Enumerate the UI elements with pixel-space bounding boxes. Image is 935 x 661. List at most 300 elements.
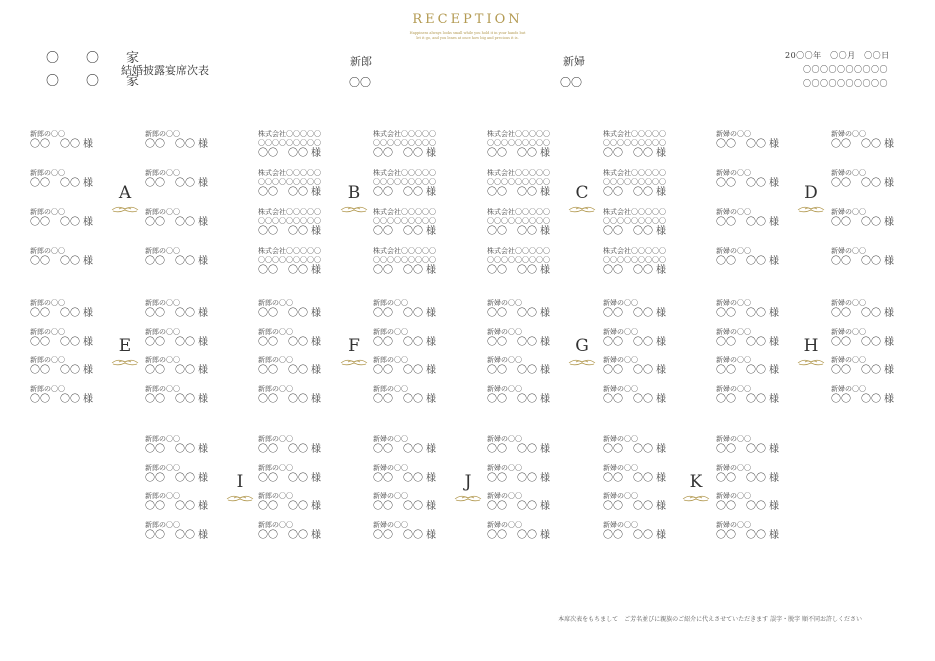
guest-relation: 新婦の〇〇 xyxy=(603,463,638,472)
honorific: 様 xyxy=(769,336,779,348)
guest-name xyxy=(603,365,703,377)
guest-name xyxy=(716,256,816,268)
guest-name xyxy=(487,444,587,456)
honorific: 様 xyxy=(884,308,894,319)
guest-company: 株式会社〇〇〇〇〇 xyxy=(487,130,550,138)
guest-relation: 新婦の〇〇 xyxy=(716,130,751,138)
honorific: 様 xyxy=(884,336,894,348)
guest-name-text: 〇〇 〇〇 xyxy=(258,472,308,484)
guest-name xyxy=(603,501,703,513)
guest-name-text: 〇〇 〇〇 xyxy=(373,529,423,541)
guest-entry xyxy=(145,328,245,352)
guest-entry xyxy=(373,130,473,159)
guest-name-text: 〇〇 〇〇 xyxy=(145,256,195,267)
guest-name xyxy=(716,139,816,151)
guest-relation: 新婦の〇〇 xyxy=(831,208,866,216)
guest-entry xyxy=(487,435,587,459)
honorific: 様 xyxy=(311,187,321,198)
honorific: 様 xyxy=(198,217,208,228)
guest-company: 株式会社〇〇〇〇〇 xyxy=(258,247,321,255)
guest-entry xyxy=(603,356,703,380)
guest-department: 〇〇〇〇〇〇〇〇〇 xyxy=(487,256,550,264)
honorific: 様 xyxy=(540,226,550,237)
guest-entry xyxy=(716,521,816,545)
guest-name-text: 〇〇 〇〇 xyxy=(487,529,537,541)
guest-name-text: 〇〇 〇〇 xyxy=(373,472,423,484)
footer-note: 本席次表をもちまして ご芳名並びに親族のご紹介に代えさせていただきます 誤字・脱字 順不同お許しください xyxy=(558,616,862,623)
honorific: 様 xyxy=(311,148,321,159)
guest-name xyxy=(831,308,931,320)
honorific: 様 xyxy=(198,308,208,319)
guest-name xyxy=(145,394,245,406)
guest-relation: 新婦の〇〇 xyxy=(603,492,638,500)
guest-relation: 新婦の〇〇 xyxy=(831,327,866,336)
guest-name xyxy=(145,139,245,151)
guest-relation: 新郎の〇〇 xyxy=(258,384,293,393)
honorific: 様 xyxy=(311,265,321,276)
guest-name-text: 〇〇 〇〇 xyxy=(258,444,308,455)
honorific: 様 xyxy=(540,265,550,276)
guest-name xyxy=(603,148,703,160)
table-ornament-icon xyxy=(681,493,711,503)
guest-name xyxy=(487,226,587,238)
guest-name-text: 〇〇 〇〇 xyxy=(373,444,423,455)
honorific: 様 xyxy=(884,139,894,150)
guest-name xyxy=(373,226,473,238)
guest-name xyxy=(373,265,473,277)
guest-name xyxy=(258,501,358,513)
guest-name-text: 〇〇 〇〇 xyxy=(145,178,195,189)
honorific: 様 xyxy=(311,472,321,484)
guest-relation: 新婦の〇〇 xyxy=(716,208,751,216)
table-ornament-icon xyxy=(796,357,826,367)
guest-entry xyxy=(716,130,816,154)
guest-relation: 新婦の〇〇 xyxy=(716,384,751,393)
honorific: 様 xyxy=(311,308,321,319)
guest-relation: 新婦の〇〇 xyxy=(487,327,522,336)
guest-name xyxy=(603,226,703,238)
guest-name-text: 〇〇 〇〇 xyxy=(716,365,766,376)
guest-name-text: 〇〇 〇〇 xyxy=(373,265,423,276)
guest-name-text: 〇〇 〇〇 xyxy=(831,393,881,405)
guest-name xyxy=(373,444,473,456)
guest-relation: 新婦の〇〇 xyxy=(603,384,638,393)
guest-name-text: 〇〇 〇〇 xyxy=(30,178,80,189)
guest-entry xyxy=(30,130,130,154)
guest-department: 〇〇〇〇〇〇〇〇〇 xyxy=(373,178,436,186)
guest-name xyxy=(487,473,587,485)
tagline xyxy=(0,31,935,41)
guest-name xyxy=(831,139,931,151)
guest-name-text: 〇〇 〇〇 xyxy=(30,308,80,319)
tagline-line-1: Happiness always looks small while you hold it in your hands but xyxy=(409,31,526,35)
guest-name xyxy=(258,308,358,320)
guest-name xyxy=(716,530,816,542)
honorific: 様 xyxy=(83,308,93,319)
guest-entry xyxy=(145,521,245,545)
guest-name xyxy=(145,308,245,320)
guest-name xyxy=(603,337,703,349)
guest-name-text: 〇〇 〇〇 xyxy=(603,444,653,455)
guest-relation: 新郎の〇〇 xyxy=(258,492,293,500)
groom-name: 〇〇 xyxy=(349,76,371,89)
guest-relation: 新婦の〇〇 xyxy=(716,247,751,255)
honorific: 様 xyxy=(426,444,436,455)
honorific: 様 xyxy=(198,472,208,484)
honorific: 様 xyxy=(540,336,550,348)
guest-name-text: 〇〇 〇〇 xyxy=(487,472,537,484)
guest-relation: 新郎の〇〇 xyxy=(145,356,180,364)
guest-company: 株式会社〇〇〇〇〇 xyxy=(258,130,321,138)
guest-entry xyxy=(831,130,931,154)
guest-entry xyxy=(145,130,245,154)
guest-entry xyxy=(831,356,931,380)
honorific: 様 xyxy=(656,529,666,541)
guest-name-text: 〇〇 〇〇 xyxy=(831,178,881,189)
guest-relation: 新婦の〇〇 xyxy=(487,520,522,529)
guest-name-text: 〇〇 〇〇 xyxy=(603,308,653,319)
guest-name-text: 〇〇 〇〇 xyxy=(145,529,195,541)
guest-relation: 新郎の〇〇 xyxy=(373,384,408,393)
honorific: 様 xyxy=(426,529,436,541)
guest-entry xyxy=(603,385,703,409)
guest-name-text: 〇〇 〇〇 xyxy=(258,308,308,319)
guest-name-text: 〇〇 〇〇 xyxy=(716,393,766,405)
guest-name-text: 〇〇 〇〇 xyxy=(258,336,308,348)
guest-relation: 新婦の〇〇 xyxy=(603,435,638,443)
guest-name-text: 〇〇 〇〇 xyxy=(831,139,881,150)
guest-entry xyxy=(831,208,931,232)
guest-name xyxy=(258,473,358,485)
guest-name-text: 〇〇 〇〇 xyxy=(716,308,766,319)
guest-entry xyxy=(831,299,931,323)
honorific: 様 xyxy=(198,178,208,189)
guest-entry xyxy=(716,385,816,409)
honorific: 様 xyxy=(656,365,666,376)
guest-name xyxy=(831,217,931,229)
guest-entry xyxy=(373,521,473,545)
guest-relation: 新郎の〇〇 xyxy=(258,299,293,307)
honorific: 様 xyxy=(540,444,550,455)
guest-relation: 新郎の〇〇 xyxy=(30,384,65,393)
guest-name-text: 〇〇 〇〇 xyxy=(487,265,537,276)
guest-relation: 新郎の〇〇 xyxy=(30,247,65,255)
honorific: 様 xyxy=(769,444,779,455)
guest-name-text: 〇〇 〇〇 xyxy=(716,256,766,267)
guest-entry xyxy=(487,299,587,323)
guest-company: 株式会社〇〇〇〇〇 xyxy=(373,208,436,216)
guest-relation: 新婦の〇〇 xyxy=(831,356,866,364)
guest-department: 〇〇〇〇〇〇〇〇〇 xyxy=(373,256,436,264)
honorific: 様 xyxy=(540,501,550,512)
guest-name xyxy=(716,217,816,229)
guest-entry xyxy=(373,385,473,409)
reception-title: RECEPTION xyxy=(412,12,523,27)
guest-name xyxy=(30,308,130,320)
guest-entry xyxy=(373,169,473,198)
guest-name-text: 〇〇 〇〇 xyxy=(258,393,308,405)
table-label-j: J xyxy=(464,471,472,492)
guest-name xyxy=(603,444,703,456)
guest-entry xyxy=(831,385,931,409)
guest-name xyxy=(716,501,816,513)
guest-name xyxy=(258,265,358,277)
honorific: 様 xyxy=(311,393,321,405)
honorific: 様 xyxy=(198,444,208,455)
honorific: 様 xyxy=(656,501,666,512)
honorific: 様 xyxy=(769,217,779,228)
guest-name-text: 〇〇 〇〇 xyxy=(373,187,423,198)
venue-line-1: 〇〇〇〇〇〇〇〇〇〇 xyxy=(803,65,888,74)
guest-relation: 新婦の〇〇 xyxy=(716,492,751,500)
guest-name-text: 〇〇 〇〇 xyxy=(716,501,766,512)
guest-name-text: 〇〇 〇〇 xyxy=(487,501,537,512)
guest-name-text: 〇〇 〇〇 xyxy=(487,365,537,376)
guest-company: 株式会社〇〇〇〇〇 xyxy=(258,169,321,177)
honorific: 様 xyxy=(83,256,93,267)
guest-name-text: 〇〇 〇〇 xyxy=(831,365,881,376)
guest-name xyxy=(487,365,587,377)
honorific: 様 xyxy=(198,501,208,512)
guest-name-text: 〇〇 〇〇 xyxy=(603,472,653,484)
guest-name-text: 〇〇 〇〇 xyxy=(258,187,308,198)
guest-name-text: 〇〇 〇〇 xyxy=(30,217,80,228)
guest-relation: 新郎の〇〇 xyxy=(145,384,180,393)
guest-name xyxy=(373,187,473,199)
guest-name xyxy=(716,308,816,320)
guest-name-text: 〇〇 〇〇 xyxy=(487,148,537,159)
guest-relation: 新婦の〇〇 xyxy=(487,299,522,307)
guest-name-text: 〇〇 〇〇 xyxy=(145,217,195,228)
guest-company: 株式会社〇〇〇〇〇 xyxy=(603,247,666,255)
guest-name xyxy=(30,365,130,377)
guest-relation: 新郎の〇〇 xyxy=(30,130,65,138)
guest-entry xyxy=(258,247,358,276)
guest-name-text: 〇〇 〇〇 xyxy=(487,336,537,348)
guest-name-text: 〇〇 〇〇 xyxy=(145,472,195,484)
guest-entry xyxy=(603,299,703,323)
guest-entry xyxy=(373,299,473,323)
table-ornament-icon xyxy=(110,357,140,367)
guest-name-text: 〇〇 〇〇 xyxy=(30,393,80,405)
guest-name-text: 〇〇 〇〇 xyxy=(603,529,653,541)
honorific: 様 xyxy=(311,501,321,512)
guest-relation: 新郎の〇〇 xyxy=(145,208,180,216)
guest-relation: 新郎の〇〇 xyxy=(30,327,65,336)
guest-name-text: 〇〇 〇〇 xyxy=(145,501,195,512)
guest-name-text: 〇〇 〇〇 xyxy=(603,226,653,237)
guest-name xyxy=(716,444,816,456)
guest-entry xyxy=(487,521,587,545)
table-label-e: E xyxy=(118,335,132,356)
guest-department: 〇〇〇〇〇〇〇〇〇 xyxy=(258,139,321,147)
honorific: 様 xyxy=(769,472,779,484)
guest-entry xyxy=(145,299,245,323)
guest-relation: 新婦の〇〇 xyxy=(373,435,408,443)
guest-name xyxy=(258,530,358,542)
guest-relation: 新婦の〇〇 xyxy=(603,520,638,529)
honorific: 様 xyxy=(83,139,93,150)
table-label-g: G xyxy=(575,335,589,356)
guest-name-text: 〇〇 〇〇 xyxy=(603,393,653,405)
guest-entry xyxy=(603,130,703,159)
guest-entry xyxy=(258,385,358,409)
guest-name xyxy=(145,337,245,349)
guest-entry xyxy=(603,208,703,237)
guest-relation: 新郎の〇〇 xyxy=(258,435,293,443)
guest-name-text: 〇〇 〇〇 xyxy=(716,217,766,228)
guest-name-text: 〇〇 〇〇 xyxy=(373,336,423,348)
guest-name xyxy=(487,530,587,542)
guest-entry xyxy=(603,521,703,545)
guest-entry xyxy=(258,492,358,516)
guest-company: 株式会社〇〇〇〇〇 xyxy=(603,130,666,138)
guest-relation: 新郎の〇〇 xyxy=(145,299,180,307)
honorific: 様 xyxy=(426,226,436,237)
honorific: 様 xyxy=(769,501,779,512)
honorific: 様 xyxy=(884,365,894,376)
guest-entry xyxy=(145,356,245,380)
guest-company: 株式会社〇〇〇〇〇 xyxy=(373,247,436,255)
guest-relation: 新婦の〇〇 xyxy=(716,327,751,336)
guest-name-text: 〇〇 〇〇 xyxy=(831,308,881,319)
guest-entry xyxy=(145,208,245,232)
honorific: 様 xyxy=(198,139,208,150)
honorific: 様 xyxy=(83,336,93,348)
guest-entry xyxy=(373,356,473,380)
guest-relation: 新郎の〇〇 xyxy=(373,299,408,307)
guest-name-text: 〇〇 〇〇 xyxy=(373,308,423,319)
guest-name-text: 〇〇 〇〇 xyxy=(487,393,537,405)
guest-entry xyxy=(603,169,703,198)
honorific: 様 xyxy=(426,365,436,376)
table-ornament-icon xyxy=(453,493,483,503)
guest-name-text: 〇〇 〇〇 xyxy=(258,365,308,376)
guest-name-text: 〇〇 〇〇 xyxy=(145,444,195,455)
guest-name xyxy=(603,187,703,199)
honorific: 様 xyxy=(198,529,208,541)
guest-name-text: 〇〇 〇〇 xyxy=(487,226,537,237)
guest-department: 〇〇〇〇〇〇〇〇〇 xyxy=(373,217,436,225)
guest-entry xyxy=(373,247,473,276)
guest-name-text: 〇〇 〇〇 xyxy=(716,472,766,484)
guest-name xyxy=(145,256,245,268)
guest-name-text: 〇〇 〇〇 xyxy=(258,148,308,159)
guest-name-text: 〇〇 〇〇 xyxy=(373,393,423,405)
guest-relation: 新婦の〇〇 xyxy=(603,299,638,307)
guest-name-text: 〇〇 〇〇 xyxy=(831,336,881,348)
guest-name xyxy=(716,394,816,406)
guest-name-text: 〇〇 〇〇 xyxy=(145,336,195,348)
honorific: 様 xyxy=(83,393,93,405)
guest-name-text: 〇〇 〇〇 xyxy=(716,139,766,150)
honorific: 様 xyxy=(426,501,436,512)
guest-name xyxy=(373,308,473,320)
guest-entry xyxy=(487,385,587,409)
guest-name xyxy=(716,365,816,377)
guest-entry xyxy=(373,328,473,352)
guest-relation: 新婦の〇〇 xyxy=(716,435,751,443)
guest-name-text: 〇〇 〇〇 xyxy=(373,148,423,159)
wedding-date: 20〇〇年 〇〇月 〇〇日 xyxy=(785,51,890,60)
guest-entry xyxy=(30,385,130,409)
guest-name xyxy=(487,265,587,277)
guest-relation: 新郎の〇〇 xyxy=(258,327,293,336)
guest-relation: 新婦の〇〇 xyxy=(487,492,522,500)
guest-name xyxy=(30,256,130,268)
honorific: 様 xyxy=(198,393,208,405)
table-label-b: B xyxy=(347,182,361,203)
guest-name-text: 〇〇 〇〇 xyxy=(258,226,308,237)
guest-name-text: 〇〇 〇〇 xyxy=(487,308,537,319)
guest-name-text: 〇〇 〇〇 xyxy=(30,139,80,150)
guest-entry xyxy=(716,299,816,323)
guest-name-text: 〇〇 〇〇 xyxy=(603,501,653,512)
guest-relation: 新郎の〇〇 xyxy=(145,492,180,500)
table-label-h: H xyxy=(803,335,819,356)
guest-relation: 新郎の〇〇 xyxy=(30,356,65,364)
guest-name-text: 〇〇 〇〇 xyxy=(603,336,653,348)
table-ornament-icon xyxy=(567,357,597,367)
guest-name xyxy=(30,217,130,229)
guest-name xyxy=(373,148,473,160)
guest-name-text: 〇〇 〇〇 xyxy=(30,256,80,267)
honorific: 様 xyxy=(884,217,894,228)
honorific: 様 xyxy=(540,529,550,541)
guest-relation: 新婦の〇〇 xyxy=(831,130,866,138)
honorific: 様 xyxy=(656,393,666,405)
guest-name xyxy=(603,308,703,320)
guest-entry xyxy=(487,464,587,488)
honorific: 様 xyxy=(769,529,779,541)
family-name-bride: 〇 〇 家 xyxy=(46,74,147,89)
guest-name xyxy=(373,365,473,377)
guest-name xyxy=(603,394,703,406)
guest-name xyxy=(373,501,473,513)
honorific: 様 xyxy=(311,365,321,376)
table-ornament-icon xyxy=(796,204,826,214)
table-label-k: K xyxy=(689,471,703,492)
honorific: 様 xyxy=(656,148,666,159)
guest-relation: 新婦の〇〇 xyxy=(831,247,866,255)
honorific: 様 xyxy=(83,365,93,376)
guest-name xyxy=(145,217,245,229)
guest-company: 株式会社〇〇〇〇〇 xyxy=(373,130,436,138)
table-label-d: D xyxy=(804,182,818,203)
guest-relation: 新郎の〇〇 xyxy=(145,327,180,336)
guest-relation: 新婦の〇〇 xyxy=(716,169,751,177)
honorific: 様 xyxy=(884,256,894,267)
guest-entry xyxy=(258,464,358,488)
guest-entry xyxy=(258,435,358,459)
table-label-c: C xyxy=(575,182,589,203)
guest-name-text: 〇〇 〇〇 xyxy=(603,265,653,276)
table-label-f: F xyxy=(348,335,360,356)
guest-name-text: 〇〇 〇〇 xyxy=(831,217,881,228)
honorific: 様 xyxy=(311,529,321,541)
table-ornament-icon xyxy=(339,357,369,367)
guest-name-text: 〇〇 〇〇 xyxy=(603,187,653,198)
honorific: 様 xyxy=(83,217,93,228)
guest-name-text: 〇〇 〇〇 xyxy=(373,226,423,237)
honorific: 様 xyxy=(311,336,321,348)
honorific: 様 xyxy=(540,365,550,376)
guest-name-text: 〇〇 〇〇 xyxy=(603,365,653,376)
guest-department: 〇〇〇〇〇〇〇〇〇 xyxy=(603,139,666,147)
guest-relation: 新郎の〇〇 xyxy=(30,299,65,307)
guest-name-text: 〇〇 〇〇 xyxy=(258,265,308,276)
guest-name xyxy=(831,337,931,349)
